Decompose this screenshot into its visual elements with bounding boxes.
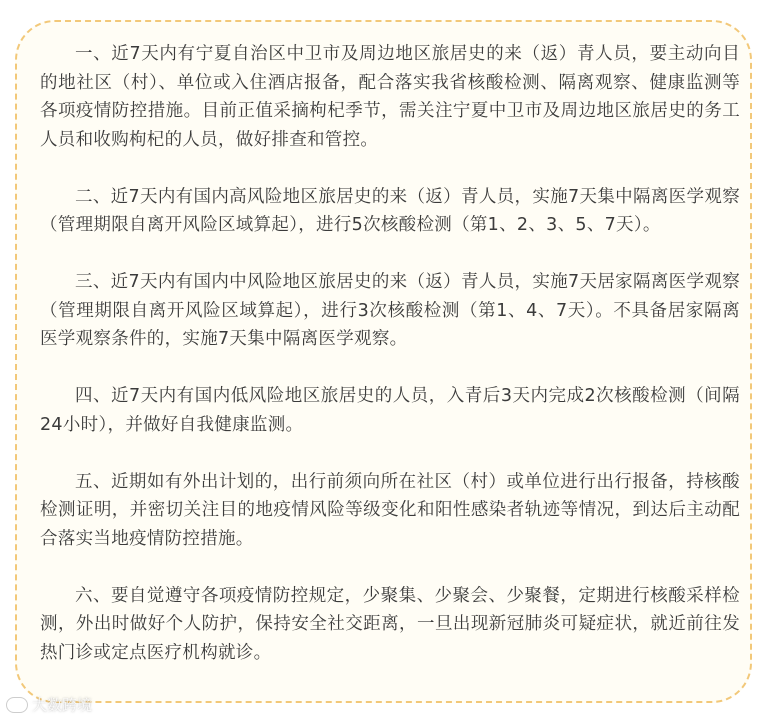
notice-content xyxy=(40,40,740,667)
paragraph-3: 三、近7天内有国内中风险地区旅居史的来（返）青人员，实施7天居家隔离医学观察（管理期限自离开风险区域算起），进行3次核酸检测（第1、4、7天）。不具备居家隔离医学观察条件的，实施7天集中隔离医学观察。 xyxy=(40,272,740,349)
paragraph-4: 四、近7天内有国内低风险地区旅居史的人员，入青后3天内完成2次核酸检测（间隔24小时），并做好自我健康监测。 xyxy=(40,386,740,435)
paragraph-2: 二、近7天内有国内高风险地区旅居史的来（返）青人员，实施7天集中隔离医学观察（管理期限自离开风险区域算起），进行5次核酸检测（第1、2、3、5、7天）。 xyxy=(40,186,740,235)
watermark-logo-icon xyxy=(6,697,28,713)
watermark xyxy=(6,694,92,715)
paragraph-5: 五、近期如有外出计划的，出行前须向所在社区（村）或单位进行出行报备，持核酸检测证明，并密切关注目的地疫情风险等级变化和阳性感染者轨迹等情况，到达后主动配合落实当地疫情防控措施。 xyxy=(40,471,740,549)
paragraph-1: 一、近7天内有宁夏自治区中卫市及周边地区旅居史的来（返）青人员，要主动向目的地社区（村）、单位或入住酒店报备，配合落实我省核酸检测、隔离观察、健康监测等各项疫情防控措施。目前正值采摘枸杞季节，需关注宁夏中卫市及周边地区旅居史的务工人员和收购枸杞的人员，做好排查和管控。 xyxy=(40,44,740,150)
paragraph-6: 六、要自觉遵守各项疫情防控规定，少聚集、少聚会、少聚餐，定期进行核酸采样检测，外出时做好个人防护，保持安全社交距离，一旦出现新冠肺炎可疑症状，就近前往发热门诊或定点医疗机构就诊。 xyxy=(40,585,740,663)
watermark-text: 大数跨境 xyxy=(32,696,93,714)
